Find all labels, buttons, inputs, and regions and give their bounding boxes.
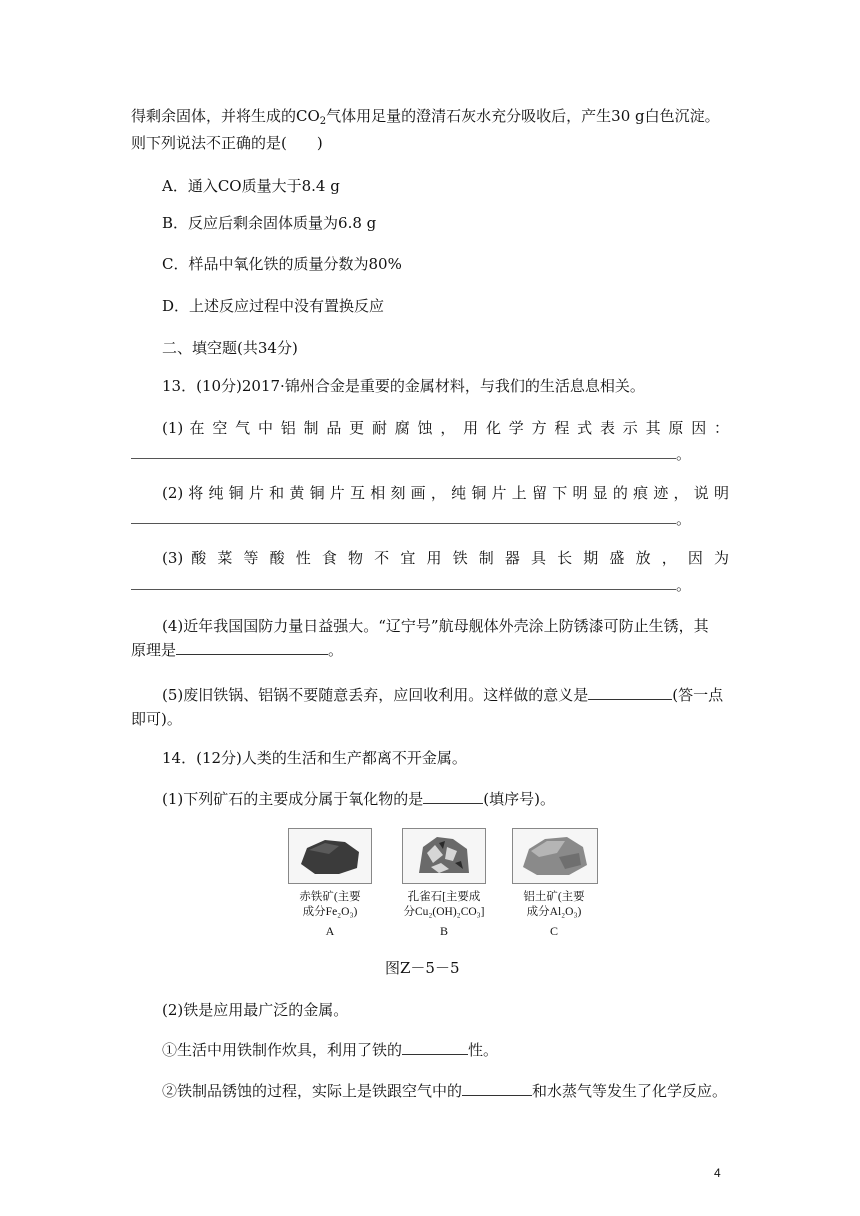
q14-part2b-blank[interactable] (462, 1081, 532, 1096)
q13-stem: 13．(10分)2017·锦州合金是重要的金属材料，与我们的生活息息相关。 (162, 377, 645, 395)
q13-part2-period: 。 (676, 510, 692, 528)
mineral-b-caption: 孔雀石[主要成 分Cu₂(OH)₂CO₃] (403, 891, 485, 918)
q13-part4-line2: 原理是 。 (131, 641, 344, 659)
q13-part2-answer-line[interactable] (131, 523, 676, 524)
mineral-figure (280, 828, 610, 938)
mineral-a (288, 828, 372, 939)
mineral-a-letter: A (325, 924, 335, 938)
mineral-a-caption: 赤铁矿(主要 成分Fe₂O₃) (299, 891, 361, 918)
q14-stem: 14．(12分)人类的生活和生产都离不开金属。 (162, 749, 467, 767)
page-number: 4 (714, 1166, 721, 1180)
option-a: A．通入CO质量大于8.4 g (162, 177, 340, 195)
q13-part5-line1: (5)废旧铁锅、铝锅不要随意丢弃，应回收利用。这样做的意义是 (答一点 (162, 686, 724, 704)
option-d: D．上述反应过程中没有置换反应 (162, 297, 385, 315)
q13-part4-line1: (4)近年我国国防力量日益强大。“辽宁号”航母舰体外壳涂上防锈漆可防止生锈，其 (162, 617, 709, 635)
q13-part1-period: 。 (676, 445, 692, 463)
q14-part2: (2)铁是应用最广泛的金属。 (162, 1001, 349, 1019)
q13-part5-line2: 即可)。 (131, 710, 182, 728)
q14-part1-blank[interactable] (423, 789, 483, 804)
mineral-c-letter: C (549, 924, 558, 938)
malachite-photo (402, 828, 486, 884)
q13-part1: (1) 在 空 气 中 铝 制 品 更 耐 腐 蚀 ， 用 化 学 方 程 式 表 示 其 原 因 ： (162, 419, 729, 437)
q13-part3: (3) 酸 菜 等 酸 性 食 物 不 宜 用 铁 制 器 具 长 期 盛 放 ， 因 为 (162, 549, 729, 567)
option-c: C．样品中氧化铁的质量分数为80% (162, 255, 402, 273)
mineral-b-letter: B (439, 924, 448, 938)
hematite-photo (288, 828, 372, 884)
q13-part4-blank[interactable] (176, 640, 328, 655)
option-b: B．反应后剩余固体质量为6.8 g (162, 214, 377, 232)
intro-line-1: 得剩余固体，并将生成的$CO_2$气体用足量的澄清石灰水充分吸收后，产生30 g白色沉淀。 (131, 107, 720, 127)
q14-part2a-blank[interactable] (402, 1040, 468, 1055)
q13-part5-blank[interactable] (588, 685, 672, 700)
q14-part1: (1)下列矿石的主要成分属于氧化物的是 (填序号)。 (162, 790, 555, 808)
q14-part2b: ②铁制品锈蚀的过程，实际上是铁跟空气中的 和水蒸气等发生了化学反应。 (162, 1082, 728, 1100)
mineral-c (512, 828, 596, 939)
q13-part3-period: 。 (676, 576, 692, 594)
q13-part1-answer-line[interactable] (131, 458, 676, 459)
section-title: 二、填空题(共34分) (162, 339, 298, 357)
q13-part3-answer-line[interactable] (131, 589, 676, 590)
q14-part2a: ①生活中用铁制作炊具，利用了铁的 性。 (162, 1041, 499, 1059)
mineral-c-caption: 铝土矿(主要 成分Al₂O₃) (523, 891, 585, 918)
question-prompt: 则下列说法不正确的是( ) (131, 134, 323, 152)
mineral-b (402, 828, 486, 939)
q13-part2: (2) 将 纯 铜 片 和 黄 铜 片 互 相 刻 画 ， 纯 铜 片 上 留 下 明 显 的 痕 迹 ， 说 明 (162, 484, 729, 502)
bauxite-photo (512, 828, 598, 884)
figure-label: 图Z－5－5 (385, 959, 460, 977)
